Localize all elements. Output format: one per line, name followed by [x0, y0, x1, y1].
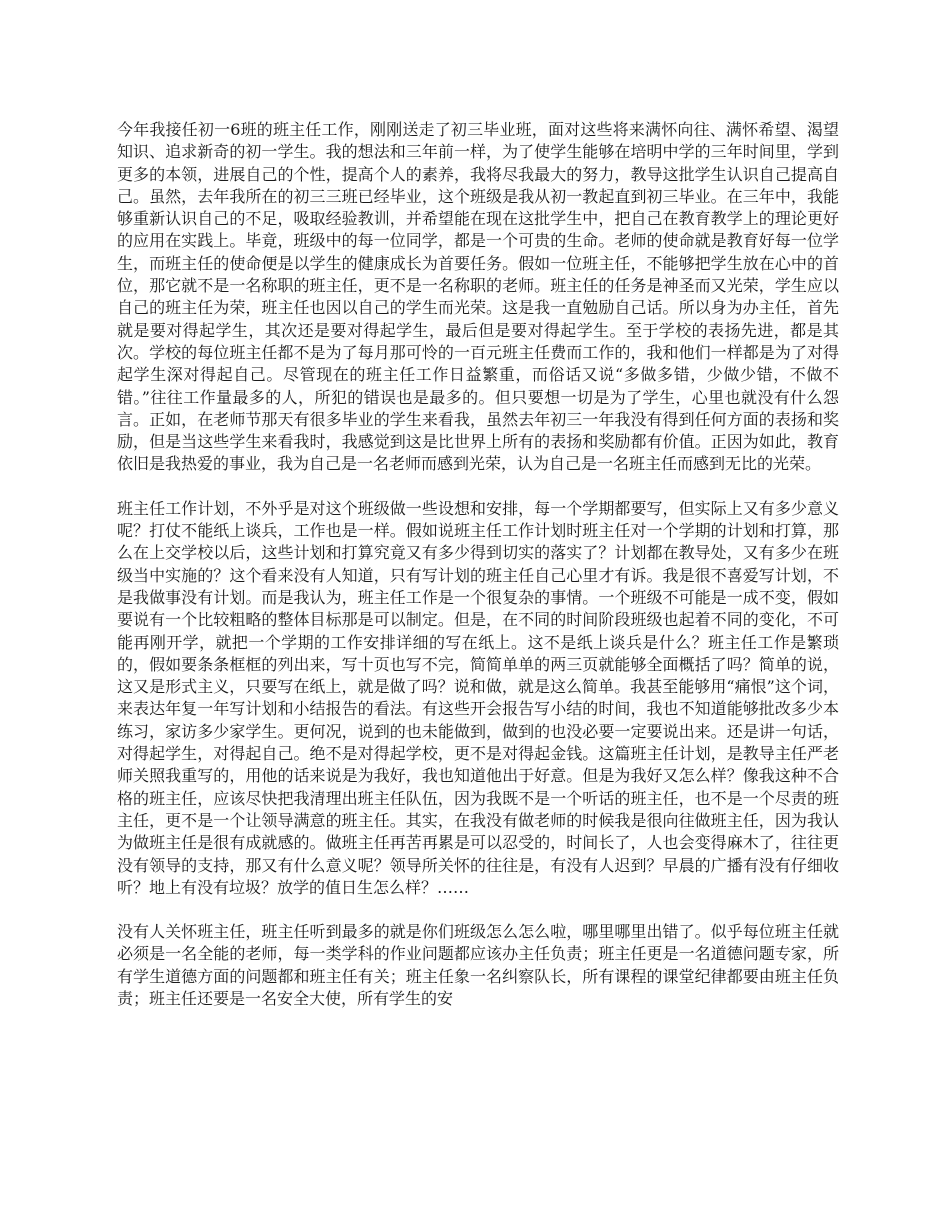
- paragraph-2: 班主任工作计划，不外乎是对这个班级做一些设想和安排，每一个学期都要写，但实际上又有多少意义呢？打仗不能纸上谈兵，工作也是一样。假如说班主任工作计划时班主任对一个学期的计划和打算，那么在上交学校以后，这些计划和打算究竟又有多少得到切实的落实了？计划都在教导处，又有多少在班级当中实施的？这个看来没有人知道，只有写计划的班主任自己心里才有诉。我是很不喜爱写计划，不是我做事没有计划。而是我认为，班主任工作是一个很复杂的事情。一个班级不可能是一成不变，假如要说有一个比较粗略的整体目标那是可以制定。但是，在不同的时间阶段班级也起着不同的变化，不可能再刚开学，就把一个学期的工作安排详细的写在纸上。这不是纸上谈兵是什么？班主任工作是繁琐的，假如要条条框框的列出来，写十页也写不完，简简单单的两三页就能够全面概括了吗？简单的说，这又是形式主义，只要写在纸上，就是做了吗？说和做，就是这么简单。我甚至能够用“痛恨”这个词，来表达年复一年写计划和小结报告的看法。有这些开会报告写小结的时间，我也不知道能够批改多少本练习，家访多少家学生。更何况，说到的也未能做到，做到的也没必要一定要说出来。还是讲一句话，对得起学生，对得起自己。绝不是对得起学校，更不是对得起金钱。这篇班主任计划，是教导主任严老师关照我重写的，用他的话来说是为我好，我也知道他出于好意。但是为我好又怎么样？像我这种不合格的班主任，应该尽快把我清理出班主任队伍，因为我既不是一个听话的班主任，也不是一个尽责的班主任，更不是一个让领导满意的班主任。其实，在我没有做老师的时候我是很向往做班主任，因为我认为做班主任是很有成就感的。做班主任再苦再累是可以忍受的，时间长了，人也会变得麻木了，往往更没有领导的支持，那又有什么意义呢？领导所关怀的往往是，有没有人迟到？早晨的广播有没有仔细收听？地上有没有垃圾？放学的值日生怎么样？……: [117, 498, 839, 897]
- paragraph-3: 没有人关怀班主任，班主任听到最多的就是你们班级怎么怎么啦，哪里哪里出错了。似乎每位班主任就必须是一名全能的老师，每一类学科的作业问题都应该办主任负责；班主任更是一名道德问题专家，所有学生道德方面的问题都和班主任有关；班主任象一名纠察队长，所有课程的课堂纪律都要由班主任负责；班主任还要是一名安全大使，所有学生的安: [117, 922, 839, 1008]
- paragraph-1: 今年我接任初一6班的班主任工作，刚刚送走了初三毕业班，面对这些将来满怀向往、满怀希望、渴望知识、追求新奇的初一学生。我的想法和三年前一样，为了使学生能够在培明中学的三年时间里，学到更多的本领，进展自己的个性，提高个人的素养，我将尽我最大的努力，教导这批学生认识自己提高自己。虽然，去年我所在的初三三班已经毕业，这个班级是我从初一教起直到初三毕业。在三年中，我能够重新认识自己的不足，吸取经验教训，并希望能在现在这批学生中，把自己在教育教学上的理论更好的应用在实践上。毕竟，班级中的每一位同学，都是一个可贵的生命。老师的使命就是教育好每一位学生，而班主任的使命便是以学生的健康成长为首要任务。假如一位班主任，不能够把学生放在心中的首位，那它就不是一名称职的班主任，更不是一名称职的老师。班主任的任务是神圣而又光荣，学生应以自己的班主任为荣，班主任也因以自己的学生而光荣。这是我一直勉励自己话。所以身为办主任，首先就是要对得起学生，其次还是要对得起学生，最后但是要对得起学生。至于学校的表扬先进，都是其次。学校的每位班主任都不是为了每月那可怜的一百元班主任费而工作的，我和他们一样都是为了对得起学生深对得起自己。尽管现在的班主任工作日益繁重，而俗话又说“多做多错，少做少错，不做不错。”往往工作量最多的人，所犯的错误也是最多的。但只要想一切是为了学生，心里也就没有什么怨言。正如，在老师节那天有很多毕业的学生来看我，虽然去年初三一年我没有得到任何方面的表扬和奖励，但是当这些学生来看我时，我感觉到这是比世界上所有的表扬和奖励都有价值。正因为如此，教育依旧是我热爱的事业，我为自己是一名老师而感到光荣，认为自己是一名班主任而感到无比的光荣。: [117, 120, 839, 474]
- document-body: [117, 119, 839, 1032]
